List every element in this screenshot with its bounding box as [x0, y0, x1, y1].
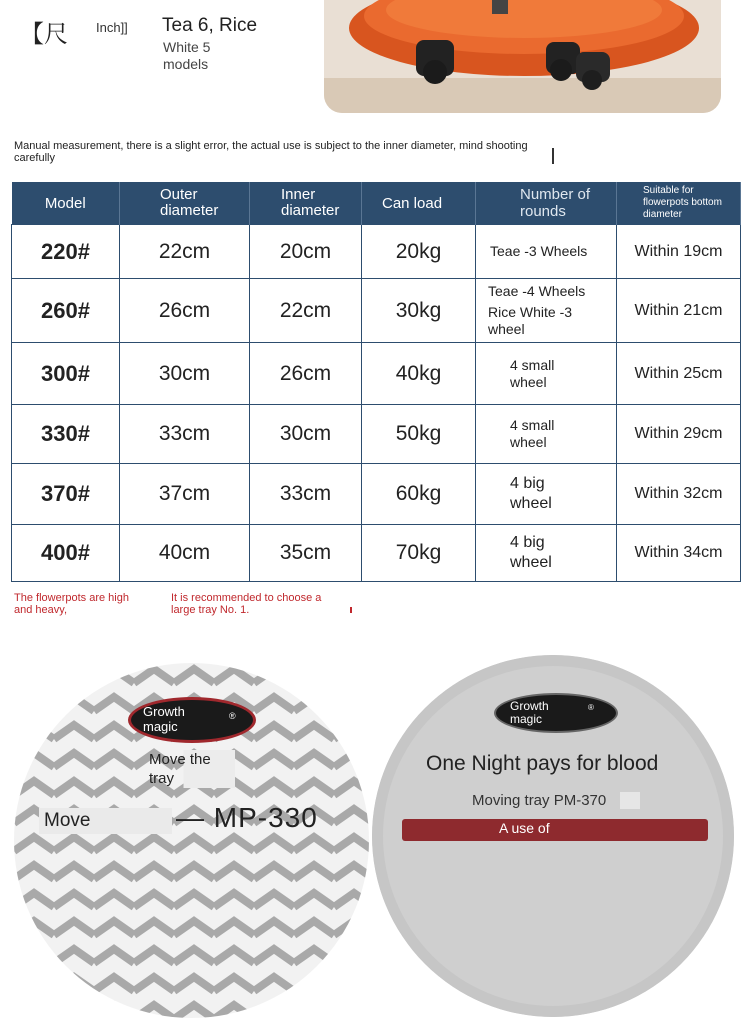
header-model: Model — [12, 182, 120, 225]
rounds-text: 4 small wheel — [510, 356, 555, 390]
cell-model: 330# — [12, 405, 120, 464]
table-header-row — [12, 182, 741, 225]
cell-load: 30kg — [362, 279, 476, 343]
cell-rounds: Teae -3 Wheels — [476, 225, 617, 279]
cell-suitable: Within 34cm — [617, 525, 741, 582]
header-rounds: Number of rounds — [476, 182, 617, 225]
page-title: Tea 6, Rice — [162, 15, 258, 36]
cell-outer: 33cm — [120, 405, 250, 464]
cell-outer: 37cm — [120, 464, 250, 525]
cell-rounds — [476, 343, 617, 405]
rounds-line-1: Teae -4 Wheels — [488, 283, 586, 299]
cell-rounds — [476, 525, 617, 582]
header-load: Can load — [362, 182, 476, 225]
cell-inner: 20cm — [250, 225, 362, 279]
cell-inner: 22cm — [250, 279, 362, 343]
table-row — [12, 464, 741, 525]
table-row — [12, 525, 741, 582]
tray-right-band: A use of — [499, 820, 550, 836]
cell-load: 40kg — [362, 343, 476, 405]
cell-inner: 35cm — [250, 525, 362, 582]
cell-rounds — [476, 464, 617, 525]
measurement-note: Manual measurement, there is a slight error, the actual use is subject to the inner diameter, mind shooting carefully — [14, 140, 528, 164]
badge-text: Growth magic — [510, 699, 549, 726]
cell-model: 260# — [12, 279, 120, 343]
header-inner: Inner diameter — [250, 182, 362, 225]
cell-suitable: Within 32cm — [617, 464, 741, 525]
header-suitable: Suitable for flowerpots bottom diameter — [617, 182, 741, 225]
header-outer: Outer diameter — [120, 182, 250, 225]
cell-outer: 40cm — [120, 525, 250, 582]
cell-outer: 22cm — [120, 225, 250, 279]
growth-magic-badge-left — [128, 697, 256, 743]
cell-model: 370# — [12, 464, 120, 525]
tray-right-slogan: One Night pays for blood — [426, 752, 659, 775]
cell-suitable: Within 29cm — [617, 405, 741, 464]
tray-left-label: Move the tray — [149, 750, 235, 788]
tray-left-move: Move — [39, 808, 172, 834]
badge-text: Growth magic — [143, 704, 185, 734]
cell-model: 220# — [12, 225, 120, 279]
rounds-text: 4 big wheel — [510, 475, 552, 512]
cell-model: 300# — [12, 343, 120, 405]
table-row — [12, 279, 741, 343]
tray-right-model: Moving tray PM-370 — [472, 792, 640, 809]
tray-photo-graphic — [324, 0, 721, 113]
cell-suitable: Within 19cm — [617, 225, 741, 279]
cell-inner: 33cm — [250, 464, 362, 525]
rounds-text: 4 small wheel — [510, 417, 555, 450]
rounds-line-2: Rice White -3 wheel — [488, 304, 573, 337]
cell-suitable: Within 21cm — [617, 279, 741, 343]
warning-right: It is recommended to choose a large tray No. 1. — [171, 592, 322, 616]
cell-inner: 26cm — [250, 343, 362, 405]
warning-mark — [350, 607, 352, 613]
page-subtitle: White 5 models — [163, 39, 211, 72]
product-photo-top — [324, 0, 721, 113]
registered-icon: ® — [588, 703, 594, 712]
cell-load: 20kg — [362, 225, 476, 279]
cell-load: 50kg — [362, 405, 476, 464]
cell-load: 60kg — [362, 464, 476, 525]
cell-outer: 30cm — [120, 343, 250, 405]
header-bracket: 【尺 — [20, 20, 68, 48]
cell-rounds — [476, 279, 617, 343]
header-unit: Inch]] — [96, 20, 128, 35]
rounds-text: 4 big wheel — [510, 534, 552, 571]
cell-load: 70kg — [362, 525, 476, 582]
note-divider — [552, 148, 554, 164]
table-row — [12, 405, 741, 464]
cell-outer: 26cm — [120, 279, 250, 343]
cell-inner: 30cm — [250, 405, 362, 464]
registered-icon: ® — [229, 711, 236, 721]
spec-table — [11, 182, 741, 582]
table-row — [12, 343, 741, 405]
growth-magic-badge-right — [494, 693, 618, 733]
warning-left: The flowerpots are high and heavy, — [14, 592, 129, 616]
cell-rounds — [476, 405, 617, 464]
cell-suitable: Within 25cm — [617, 343, 741, 405]
tray-left-model: — MP-330 — [176, 802, 318, 833]
cell-model: 400# — [12, 525, 120, 582]
table-row — [12, 225, 741, 279]
